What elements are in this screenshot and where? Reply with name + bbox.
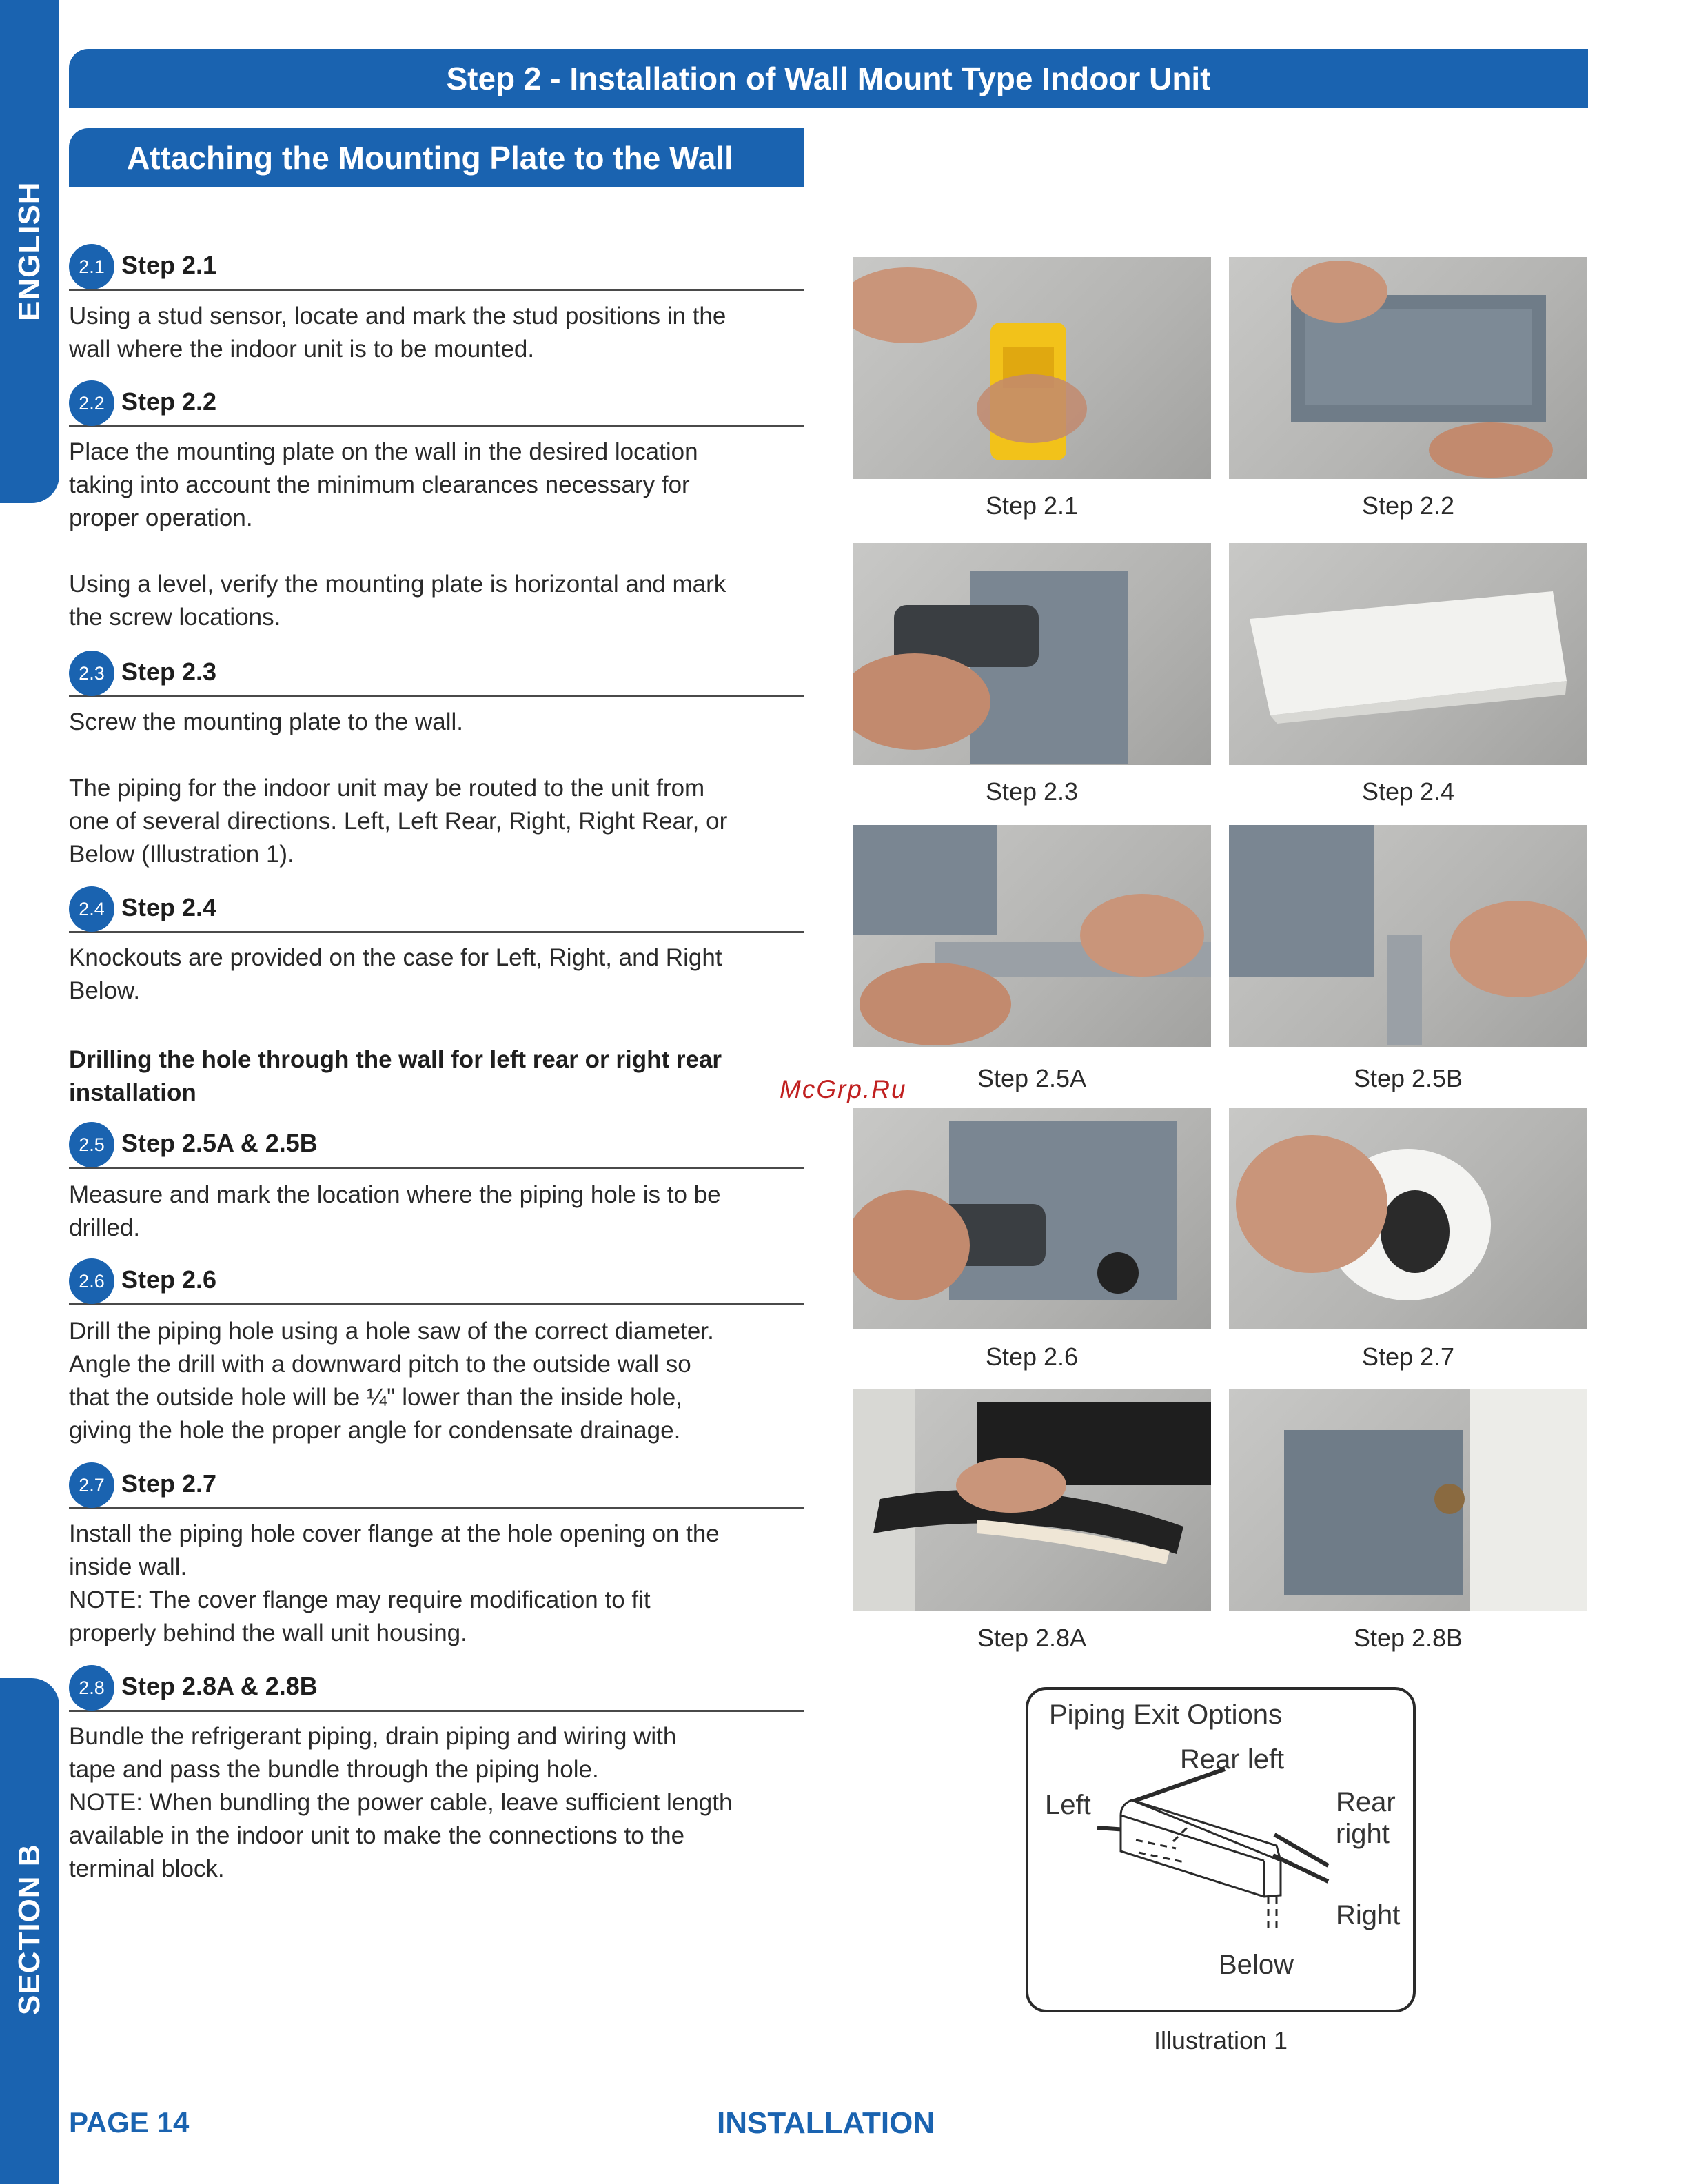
label-left: Left — [1045, 1790, 1091, 1820]
step-text: Knockouts are provided on the case for Left, Right, and Right Below. — [69, 944, 722, 1004]
footer-section: INSTALLATION — [717, 2106, 935, 2140]
step-text: Screw the mounting plate to the wall. — [69, 708, 463, 735]
step-badge: 2.8 — [69, 1665, 114, 1711]
step-badge: 2.2 — [69, 380, 114, 426]
step-text: Using a level, verify the mounting plate is horizontal and mark the screw locations. — [69, 571, 726, 631]
illustration-caption: Illustration 1 — [1153, 2026, 1288, 2054]
page-number: PAGE 14 — [69, 2106, 190, 2139]
photo-caption: Step 2.1 — [985, 491, 1079, 520]
step-title: Step 2.2 — [121, 387, 217, 416]
step-heading — [69, 1461, 804, 1509]
label-right: Right — [1336, 1900, 1401, 1930]
piping-exit-diagram — [1026, 1687, 1416, 2012]
step-badge: 2.4 — [69, 886, 114, 932]
label-rear-right: Rear right — [1336, 1787, 1396, 1849]
step-heading — [69, 243, 804, 291]
step-heading — [69, 1257, 804, 1305]
photo-caption: Step 2.3 — [985, 777, 1079, 806]
watermark: McGrp.Ru — [780, 1075, 907, 1103]
step-title: Step 2.3 — [121, 657, 217, 686]
photo-step-2-8b — [1229, 1389, 1587, 1611]
step-title: Step 2.5A & 2.5B — [121, 1129, 318, 1157]
step-title: Step 2.1 — [121, 251, 217, 279]
photo-caption: Step 2.7 — [1361, 1343, 1455, 1371]
step-heading — [69, 379, 804, 427]
step-title: Step 2.4 — [121, 893, 217, 921]
label-rear-left: Rear left — [1180, 1744, 1285, 1775]
step-badge: 2.1 — [69, 244, 114, 289]
step-text: Place the mounting plate on the wall in the desired location taking into account the minimum clearances necessary for proper operation. — [69, 438, 698, 531]
photo-caption: Step 2.5B — [1353, 1064, 1463, 1092]
photo-caption: Step 2.4 — [1361, 777, 1455, 806]
photo-step-2-1 — [853, 257, 1211, 479]
step-heading — [69, 1121, 804, 1169]
step-title: Step 2.7 — [121, 1469, 217, 1498]
step-heading — [69, 885, 804, 933]
step-text: Bundle the refrigerant piping, drain piping and wiring with tape and pass the bundle through the piping hole. NOTE: When bundling the power cable, leave sufficient length available in the indoor unit to make the connections to the terminal block. — [69, 1723, 733, 1882]
photo-step-2-5b — [1229, 825, 1587, 1047]
diagram-title: Piping Exit Options — [1049, 1700, 1282, 1730]
photo-step-2-6 — [853, 1108, 1211, 1329]
photo-step-2-5a — [853, 825, 1211, 1047]
photo-caption: Step 2.8B — [1353, 1624, 1463, 1652]
side-label-english: ENGLISH — [12, 181, 46, 322]
photo-caption: Step 2.6 — [985, 1343, 1079, 1371]
label-below: Below — [1219, 1950, 1294, 1980]
photo-step-2-8a — [853, 1389, 1211, 1611]
step-badge: 2.3 — [69, 651, 114, 696]
step-text: Using a stud sensor, locate and mark the stud positions in the wall where the indoor unit is to be mounted. — [69, 303, 726, 363]
photo-caption: Step 2.2 — [1361, 491, 1455, 520]
step-title: Step 2.6 — [121, 1265, 217, 1294]
step-heading — [69, 1664, 804, 1712]
step-badge: 2.7 — [69, 1462, 114, 1508]
drilling-heading: Drilling the hole through the wall for left rear or right rear installation — [69, 1046, 722, 1106]
side-label-section: SECTION B — [12, 1844, 46, 2016]
step-badge: 2.6 — [69, 1258, 114, 1304]
photo-step-2-4 — [1229, 543, 1587, 765]
step-text: The piping for the indoor unit may be routed to the unit from one of several directions. Left, Left Rear, Right, Right Rear, or Below (Illustration 1). — [69, 775, 728, 868]
step-heading — [69, 649, 804, 697]
step-text: Install the piping hole cover flange at the hole opening on the inside wall. NOTE: The cover flange may require modification to fit properly behind the wall unit housing. — [69, 1520, 720, 1646]
photo-caption: Step 2.8A — [977, 1624, 1087, 1652]
step-text: Measure and mark the location where the piping hole is to be drilled. — [69, 1181, 721, 1241]
photo-caption: Step 2.5A — [977, 1064, 1087, 1092]
photo-step-2-2 — [1229, 257, 1587, 479]
step-text: Drill the piping hole using a hole saw of the correct diameter. Angle the drill with a downward pitch to the outside wall so that the outside hole will be ¼" lower than the inside hole, giving the hole the proper angle for condensate drainage. — [69, 1318, 714, 1444]
photo-step-2-7 — [1229, 1108, 1587, 1329]
step-badge: 2.5 — [69, 1122, 114, 1167]
page-title: Step 2 - Installation of Wall Mount Type Indoor Unit — [69, 49, 1588, 108]
photo-step-2-3 — [853, 543, 1211, 765]
step-title: Step 2.8A & 2.8B — [121, 1672, 318, 1700]
section-subtitle: Attaching the Mounting Plate to the Wall — [69, 128, 804, 187]
